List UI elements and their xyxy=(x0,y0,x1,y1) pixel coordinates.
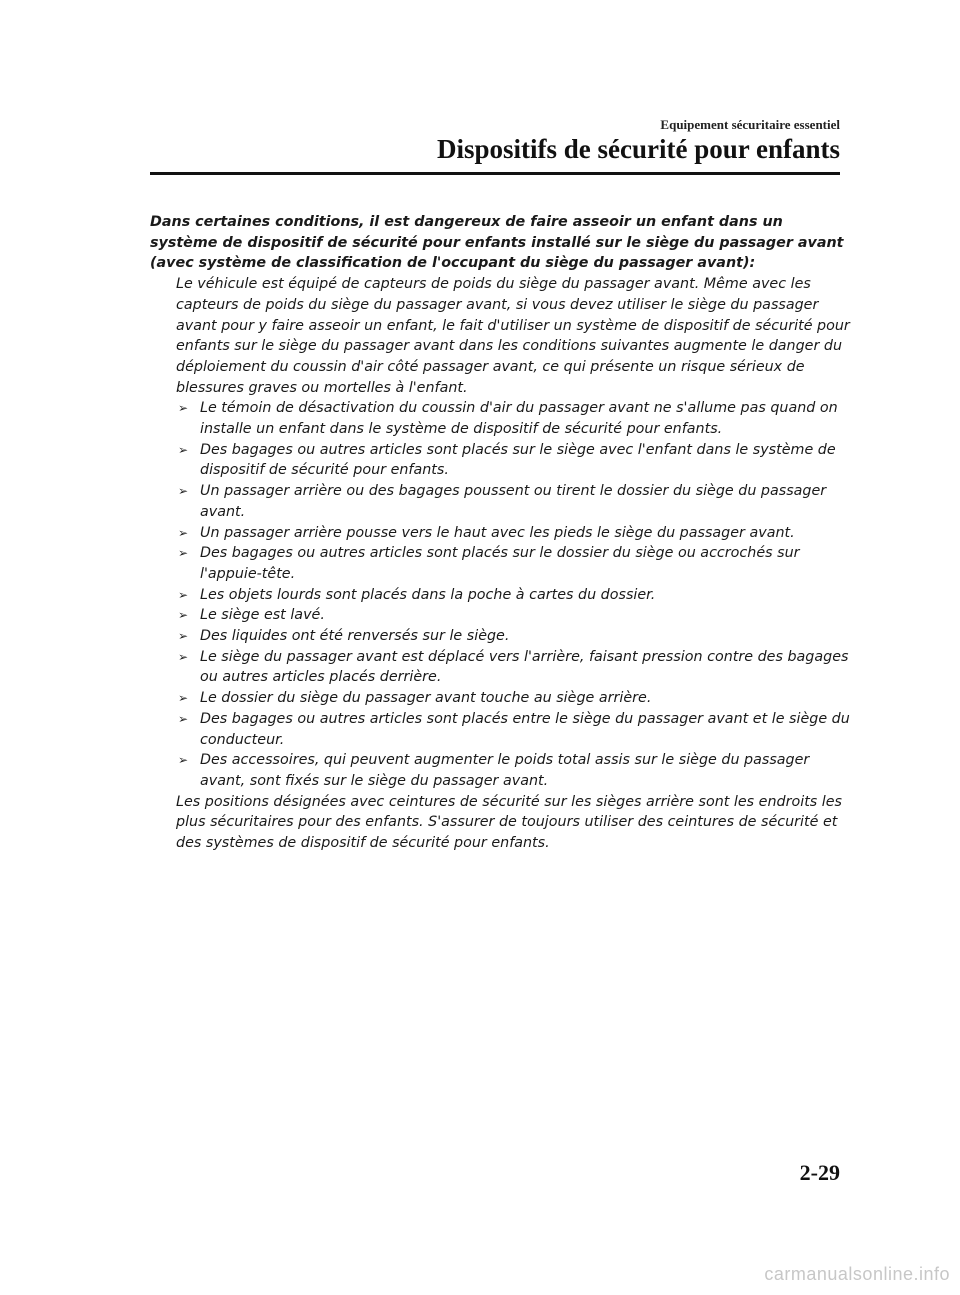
list-item-text: Les objets lourds sont placés dans la poche à cartes du dossier. xyxy=(200,586,656,603)
list-item xyxy=(176,605,850,626)
arrow-bullet-icon: ➢ xyxy=(178,546,189,561)
header-divider xyxy=(150,172,840,175)
arrow-bullet-icon: ➢ xyxy=(178,629,189,644)
arrow-bullet-icon: ➢ xyxy=(178,442,189,457)
list-item xyxy=(176,523,850,544)
list-item xyxy=(176,481,850,522)
list-item-text: Des bagages ou autres articles sont placés sur le siège avec l'enfant dans le système de dispositif de sécurité pour enfants. xyxy=(200,441,836,479)
header-section-label: Equipement sécuritaire essentiel xyxy=(660,117,840,132)
arrow-bullet-icon: ➢ xyxy=(178,753,189,768)
list-item-text: Un passager arrière pousse vers le haut avec les pieds le siège du passager avant. xyxy=(200,524,795,541)
conditions-list xyxy=(150,398,850,791)
list-item xyxy=(176,688,850,709)
list-item xyxy=(176,709,850,750)
arrow-bullet-icon: ➢ xyxy=(178,587,189,602)
list-item-text: Le témoin de désactivation du coussin d'air du passager avant ne s'allume pas quand on installe un enfant dans le système de dispositif de sécurité pour enfants. xyxy=(200,400,838,438)
page-title: Dispositifs de sécurité pour enfants xyxy=(436,134,840,164)
page-number: 2-29 xyxy=(799,1160,840,1185)
list-item xyxy=(176,647,850,688)
arrow-bullet-icon: ➢ xyxy=(178,484,189,499)
list-item xyxy=(176,585,850,606)
list-item-text: Des bagages ou autres articles sont placés sur le dossier du siège ou accrochés sur l'appuie-tête. xyxy=(200,545,800,582)
list-item-text: Des liquides ont été renversés sur le siège. xyxy=(200,628,510,645)
list-item-text: Des accessoires, qui peuvent augmenter le poids total assis sur le siège du passager avant, sont fixés sur le siège du passager avant. xyxy=(200,752,810,789)
warning-paragraph: Le véhicule est équipé de capteurs de poids du siège du passager avant. Même avec les capteurs de poids du siège du passager avant, si vous devez utiliser le siège du passager avant pour y faire asseoir un enfant, le fait d'utiliser un système de dispositif de sécurité pour enfants sur le siège du passager avant dans les conditions suivantes augmente le danger du déploiement du coussin d'air côté passager avant, ce qui présente un risque sérieux de blessures graves ou mortelles à l'enfant. xyxy=(176,276,850,396)
list-item xyxy=(176,440,850,481)
list-item-text: Le siège est lavé. xyxy=(200,607,325,624)
arrow-bullet-icon: ➢ xyxy=(178,525,189,540)
main-content xyxy=(150,212,850,854)
arrow-bullet-icon: ➢ xyxy=(178,691,189,706)
watermark-text: carmanualsonline.info xyxy=(764,1264,950,1284)
arrow-bullet-icon: ➢ xyxy=(178,401,189,416)
list-item-text: Un passager arrière ou des bagages poussent ou tirent le dossier du siège du passager avant. xyxy=(200,483,827,520)
arrow-bullet-icon: ➢ xyxy=(178,649,189,664)
list-item xyxy=(176,626,850,647)
list-item-text: Le siège du passager avant est déplacé vers l'arrière, faisant pression contre des bagages ou autres articles placés derrière. xyxy=(200,648,849,686)
arrow-bullet-icon: ➢ xyxy=(178,608,189,623)
list-item xyxy=(176,750,850,791)
arrow-bullet-icon: ➢ xyxy=(178,711,189,726)
warning-lead: Dans certaines conditions, il est dangereux de faire asseoir un enfant dans un système de dispositif de sécurité pour enfants installé sur le siège du passager avant (avec système de classification de l'occupant du siège du passager avant): xyxy=(150,214,844,272)
list-item xyxy=(176,398,850,439)
closing-paragraph: Les positions désignées avec ceintures de sécurité sur les sièges arrière sont les endroits les plus sécuritaires pour des enfants. S'assurer de toujours utiliser des ceintures de sécurité et des systèmes de dispositif de sécurité pour enfants. xyxy=(176,793,843,852)
list-item xyxy=(176,543,850,584)
list-item-text: Des bagages ou autres articles sont placés entre le siège du passager avant et le siège du conducteur. xyxy=(200,710,850,748)
list-item-text: Le dossier du siège du passager avant touche au siège arrière. xyxy=(200,690,652,707)
